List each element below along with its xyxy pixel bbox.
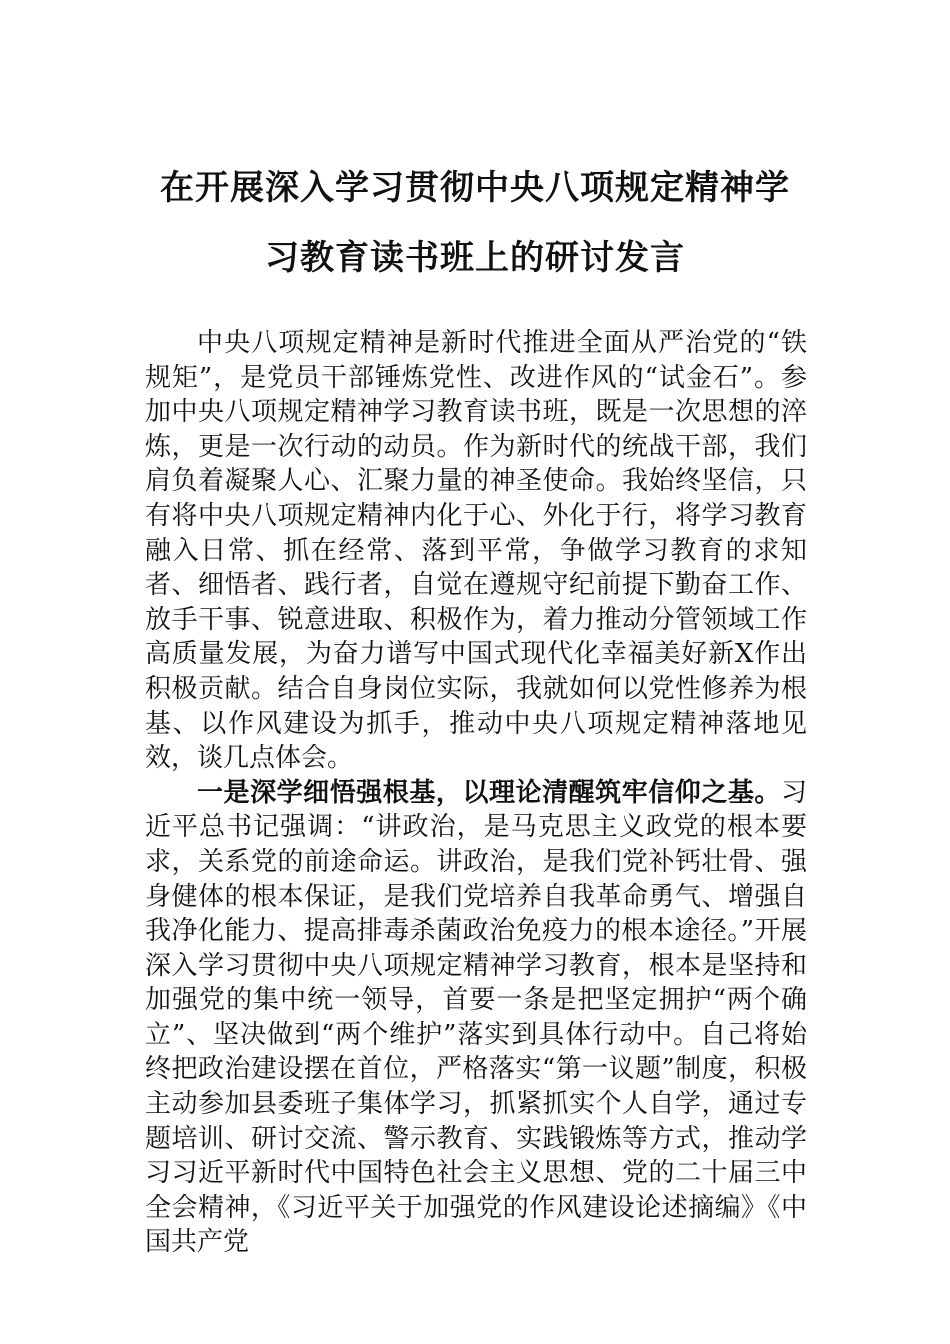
document-body	[145, 326, 807, 1260]
paragraph-point-one	[145, 776, 807, 1260]
document-title-line-2: 习教育读书班上的研讨发言	[265, 238, 685, 278]
paragraph-point-one-body: 习近平总书记强调：“讲政治，是马克思主义政党的根本要求，关系党的前途命运。讲政治，是我们党补钙壮骨、强身健体的根本保证，是我们党培养自我革命勇气、增强自我净化能力、提高排毒杀菌政治免疫力的根本途径。”开展深入学习贯彻中央八项规定精神学习教育，根本是坚持和加强党的集中统一领导，首要一条是把坚定拥护“两个确立”、坚决做到“两个维护”落实到具体行动中。自己将始终把政治建设摆在首位，严格落实“第一议题”制度，积极主动参加县委班子集体学习，抓紧抓实个人自学，通过专题培训、研讨交流、警示教育、实践锻炼等方式，推动学习习近平新时代中国特色社会主义思想、党的二十届三中全会精神，《习近平关于加强党的作风建设论述摘编》《中国共产党	[145, 777, 807, 1258]
paragraph-point-one-heading: 一是深学细悟强根基，以理论清醒筑牢信仰之基。	[197, 777, 781, 808]
document-title-line-1: 在开展深入学习贯彻中央八项规定精神学	[160, 168, 790, 208]
paragraph-intro: 中央八项规定精神是新时代推进全面从严治党的“铁规矩”，是党员干部锤炼党性、改进作风的“试金石”。参加中央八项规定精神学习教育读书班，既是一次思想的淬炼，更是一次行动的动员。作为新时代的统战干部，我们肩负着凝聚人心、汇聚力量的神圣使命。我始终坚信，只有将中央八项规定精神内化于心、外化于行，将学习教育融入日常、抓在经常、落到平常，争做学习教育的求知者、细悟者、践行者，自觉在遵规守纪前提下勤奋工作、放手干事、锐意进取、积极作为，着力推动分管领域工作高质量发展，为奋力谱写中国式现代化幸福美好新X作出积极贡献。结合自身岗位实际，我就如何以党性修养为根基、以作风建设为抓手，推动中央八项规定精神落地见效，谈几点体会。	[145, 328, 807, 774]
